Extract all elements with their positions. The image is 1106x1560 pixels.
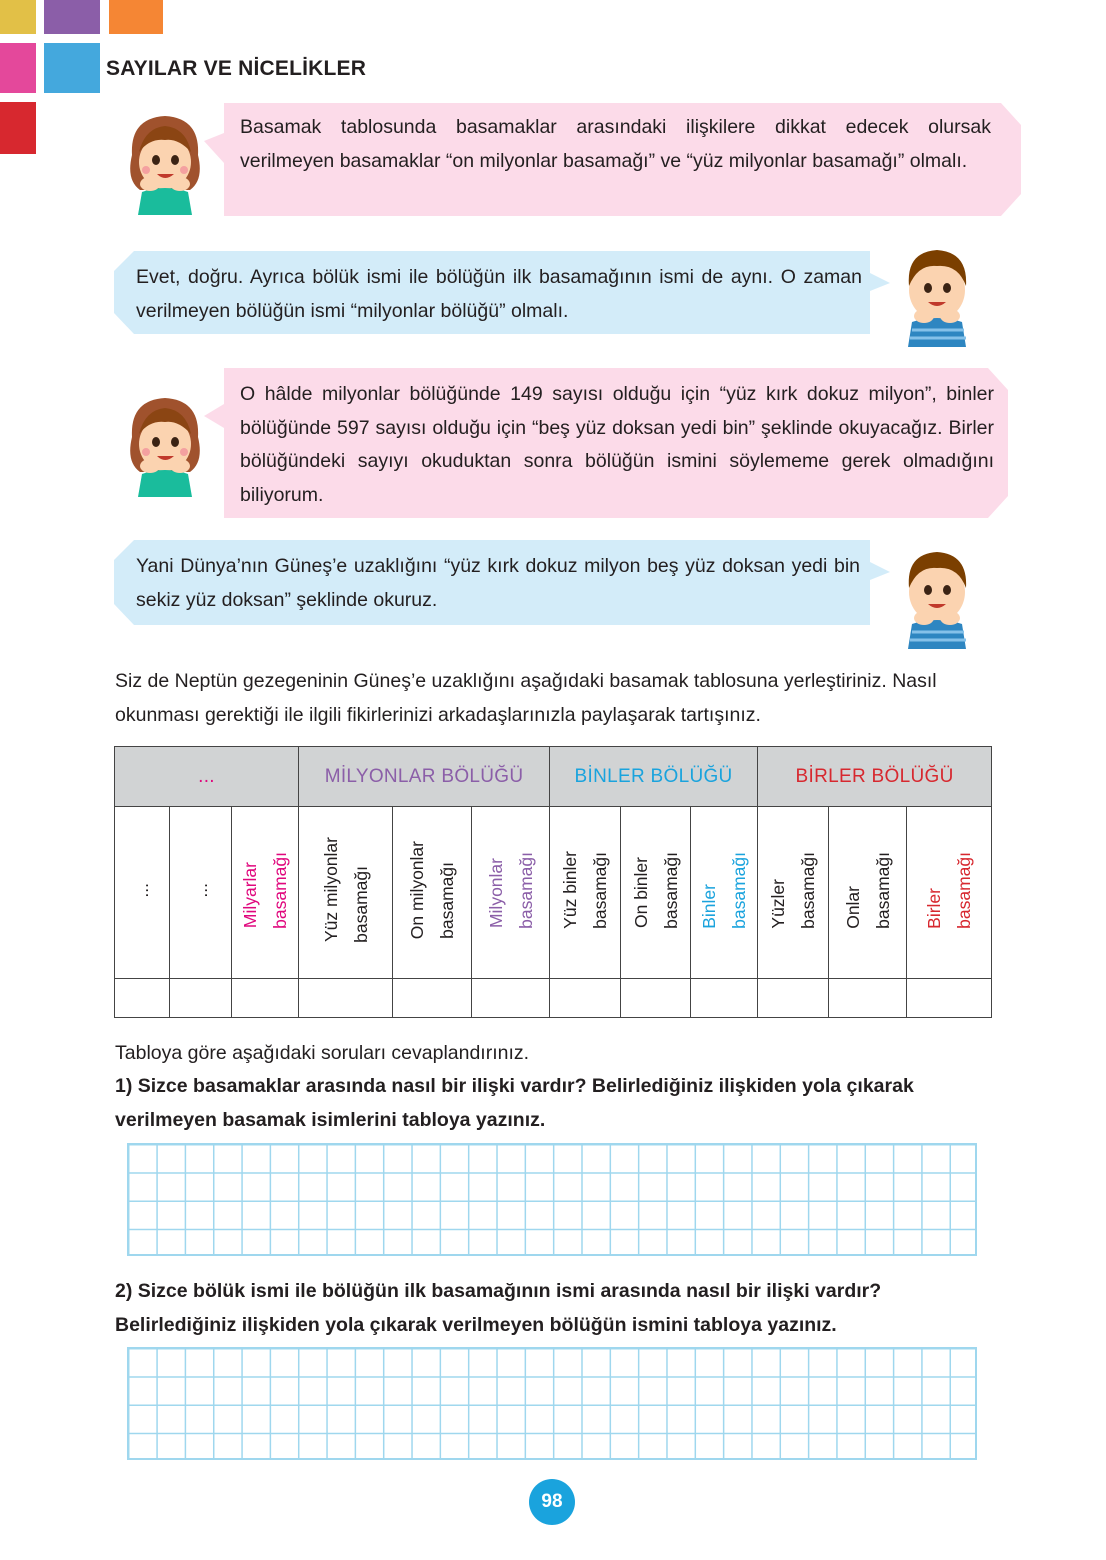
group-header-units: BİRLER BÖLÜĞÜ <box>758 747 992 807</box>
boy-icon <box>896 544 978 649</box>
question-2: 2) Sizce bölük ismi ile bölüğün ilk basamağının ismi arasında nasıl bir ilişki vardır? Belirlediğiniz ilişkiden yola çıkarak verilmeyen bölüğün ismini tabloya yazınız. <box>115 1280 882 1336</box>
column-label-thousands: Binler basamağı <box>691 807 758 979</box>
column-label: ... <box>170 807 232 979</box>
column-label-millions: Milyonlar basamağı <box>472 807 550 979</box>
page-title: SAYILAR VE NİCELİKLER <box>106 57 367 80</box>
girl-icon <box>120 392 210 497</box>
place-value-table <box>114 746 992 1018</box>
speech-bubble-4 <box>114 540 890 625</box>
deco-square-blue <box>44 43 100 93</box>
column-label: Yüz milyonlar basamağı <box>299 807 393 979</box>
questions-intro: Tabloya göre aşağıdaki soruları cevaplandırınız. <box>115 1042 530 1064</box>
deco-square-orange <box>109 0 163 34</box>
digit-cell[interactable] <box>550 979 621 1018</box>
speech-text: Evet, doğru. Ayrıca bölük ismi ile bölüğün ilk basamağının ismi de aynı. O zaman verilmeyen bölüğün ismi “milyonlar bölüğü” olmalı. <box>136 266 862 322</box>
column-label-billions: Milyarlar basamağı <box>232 807 299 979</box>
digit-cell[interactable] <box>299 979 393 1018</box>
deco-square-pink <box>0 43 36 93</box>
digit-cell[interactable] <box>691 979 758 1018</box>
digit-cell[interactable] <box>232 979 299 1018</box>
speech-bubble-2 <box>114 251 890 334</box>
column-label: Onlar basamağı <box>829 807 907 979</box>
column-label: Yüzler basamağı <box>758 807 829 979</box>
answer-grid-1[interactable] <box>127 1143 977 1256</box>
speech-text: Basamak tablosunda basamaklar arasındaki ilişkilere dikkat edecek olursak verilmeyen basamaklar “on milyonlar basamağı” ve “yüz milyonlar basamağı” olmalı. <box>240 116 991 172</box>
group-header-millions: MİLYONLAR BÖLÜĞÜ <box>299 747 550 807</box>
deco-square-yellow <box>0 0 36 34</box>
answer-grid-2[interactable] <box>127 1347 977 1460</box>
speech-bubble-1 <box>204 103 1021 216</box>
digit-cell[interactable] <box>758 979 829 1018</box>
group-header-thousands: BİNLER BÖLÜĞÜ <box>550 747 758 807</box>
digit-cell[interactable] <box>472 979 550 1018</box>
digit-cell[interactable] <box>621 979 691 1018</box>
question-1: 1) Sizce basamaklar arasında nasıl bir ilişki vardır? Belirlediğiniz ilişkiden yola çıkarak verilmeyen basamak isimlerini tabloya yazınız. <box>115 1075 914 1131</box>
digit-cell[interactable] <box>170 979 232 1018</box>
deco-square-red <box>0 102 36 154</box>
column-label: On milyonlar basamağı <box>393 807 472 979</box>
column-label: Yüz binler basamağı <box>550 807 621 979</box>
group-header-dots: ... <box>115 747 299 807</box>
boy-icon <box>896 242 978 347</box>
digit-cell[interactable] <box>393 979 472 1018</box>
girl-icon <box>120 110 210 215</box>
deco-square-purple <box>44 0 100 34</box>
column-label: On binler basamağı <box>621 807 691 979</box>
digit-cell[interactable] <box>115 979 170 1018</box>
speech-text: Yani Dünya’nın Güneş’e uzaklığını “yüz kırk dokuz milyon beş yüz doksan yedi bin sekiz yüz doksan” şeklinde okuruz. <box>136 555 860 611</box>
column-label: ... <box>115 807 170 979</box>
digit-cell[interactable] <box>829 979 907 1018</box>
instruction-text: Siz de Neptün gezegeninin Güneş’e uzaklığını aşağıdaki basamak tablosuna yerleştiriniz. Nasıl okunması gerektiği ile ilgili fikirlerinizi arkadaşlarınızla paylaşarak tartışınız. <box>115 670 937 726</box>
digit-cell[interactable] <box>907 979 992 1018</box>
page-number: 98 <box>529 1479 575 1525</box>
speech-bubble-3 <box>204 368 1008 518</box>
speech-text: O hâlde milyonlar bölüğünde 149 sayısı olduğu için “yüz kırk dokuz milyon”, binler bölüğünde 597 sayısı olduğu için “beş yüz doksan yedi bin” şeklinde okuyacağız. Birler bölüğündeki sayıyı okuduktan sonra bölüğün ismini söylememe gerek olmadığını biliyorum. <box>240 383 994 506</box>
column-label-units: Birler basamağı <box>907 807 992 979</box>
